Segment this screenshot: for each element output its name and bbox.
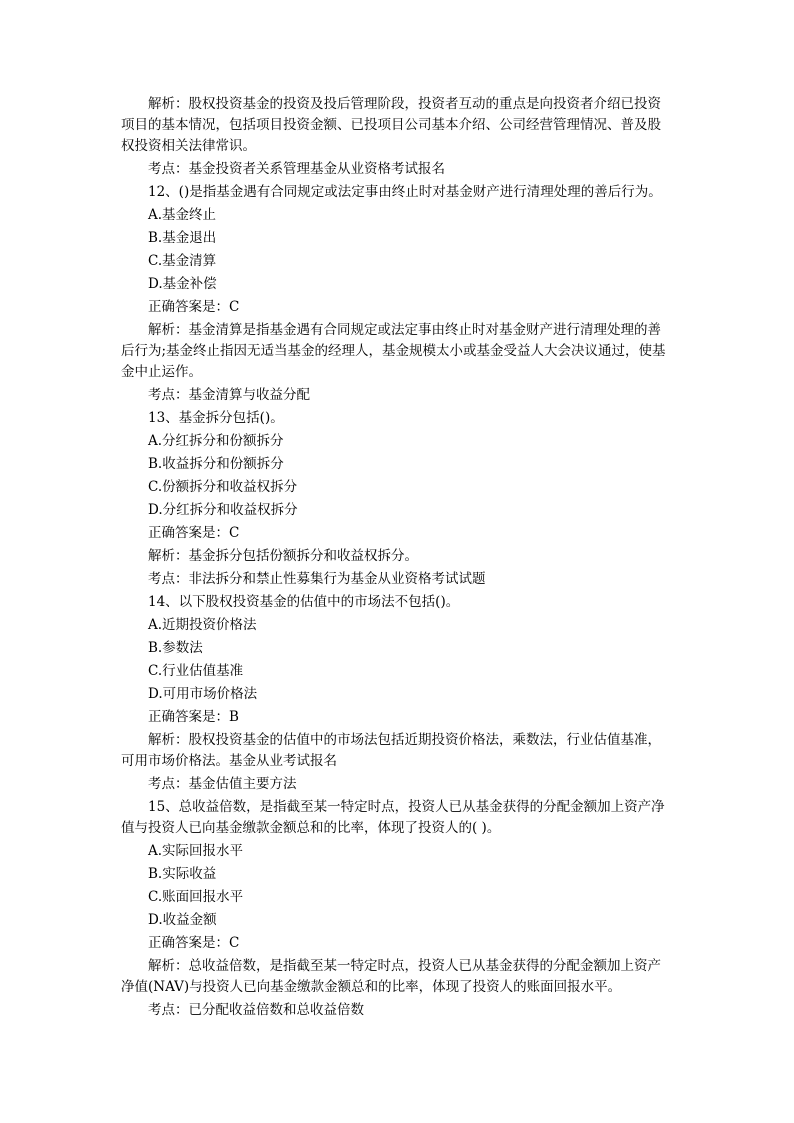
text-line: C.份额拆分和收益权拆分: [148, 479, 298, 495]
text-line: B.参数法: [148, 640, 203, 656]
text-line: A.基金终止: [148, 207, 217, 223]
text-line: 13、基金拆分包括()。: [148, 410, 284, 426]
document-body: [121, 94, 671, 1023]
text-line: 考点：基金清算与收益分配: [148, 387, 310, 403]
text-line: 正确答案是：C: [148, 299, 240, 315]
text-line: C.账面回报水平: [148, 889, 244, 905]
text-line: 考点：基金估值主要方法: [148, 776, 297, 792]
text-paragraph: 15、总收益倍数，是指截至某一特定时点，投资人已从基金获得的分配金额加上资产净值与投资人已向基金缴款金额总和的比率，体现了投资人的( )。: [121, 799, 665, 836]
text-line: D.基金补偿: [148, 276, 217, 292]
text-paragraph: 解析：总收益倍数，是指截至某一特定时点，投资人已从基金获得的分配金额加上资产净值(NAV)与投资人已向基金缴款金额总和的比率，体现了投资人的账面回报水平。: [121, 958, 661, 995]
text-line: D.分红拆分和收益权拆分: [148, 502, 298, 518]
text-line: A.实际回报水平: [148, 843, 244, 859]
text-line: 正确答案是：C: [148, 525, 240, 541]
text-line: D.收益金额: [148, 912, 217, 928]
text-line: 解析：基金拆分包括份额拆分和收益权拆分。: [148, 548, 418, 564]
text-paragraph: 解析：股权投资基金的估值中的市场法包括近期投资价格法，乘数法，行业估值基准，可用市场价格法。基金从业考试报名: [121, 732, 661, 769]
text-line: C.行业估值基准: [148, 663, 244, 679]
text-paragraph: 12、()是指基金遇有合同规定或法定事由终止时对基金财产进行清理处理的善后行为。: [148, 184, 662, 200]
text-line: 考点：非法拆分和禁止性募集行为基金从业资格考试试题: [148, 571, 486, 587]
text-line: B.实际收益: [148, 866, 217, 882]
text-line: B.基金退出: [148, 230, 217, 246]
text-line: 正确答案是：B: [148, 709, 239, 725]
text-line: C.基金清算: [148, 253, 217, 269]
text-paragraph: 解析：基金清算是指基金遇有合同规定或法定事由终止时对基金财产进行清理处理的善后行为;基金终止指因无适当基金的经理人，基金规模太小或基金受益人大会决议通过，使基金中止运作。: [121, 322, 666, 380]
text-line: 14、以下股权投资基金的估值中的市场法不包括()。: [148, 594, 460, 610]
text-paragraph: 解析：股权投资基金的投资及投后管理阶段，投资者互动的重点是向投资者介绍已投资项目的基本情况，包括项目投资金额、已投项目公司基本介绍、公司经营管理情况、普及股权投资相关法律常识。: [121, 96, 661, 154]
text-line: 考点：已分配收益倍数和总收益倍数: [148, 1002, 364, 1018]
text-line: 正确答案是：C: [148, 935, 240, 951]
text-line: 考点：基金投资者关系管理基金从业资格考试报名: [148, 161, 445, 177]
text-line: D.可用市场价格法: [148, 686, 258, 702]
text-line: A.近期投资价格法: [148, 617, 257, 633]
text-line: A.分红拆分和份额拆分: [148, 433, 284, 449]
text-line: B.收益拆分和份额拆分: [148, 456, 284, 472]
